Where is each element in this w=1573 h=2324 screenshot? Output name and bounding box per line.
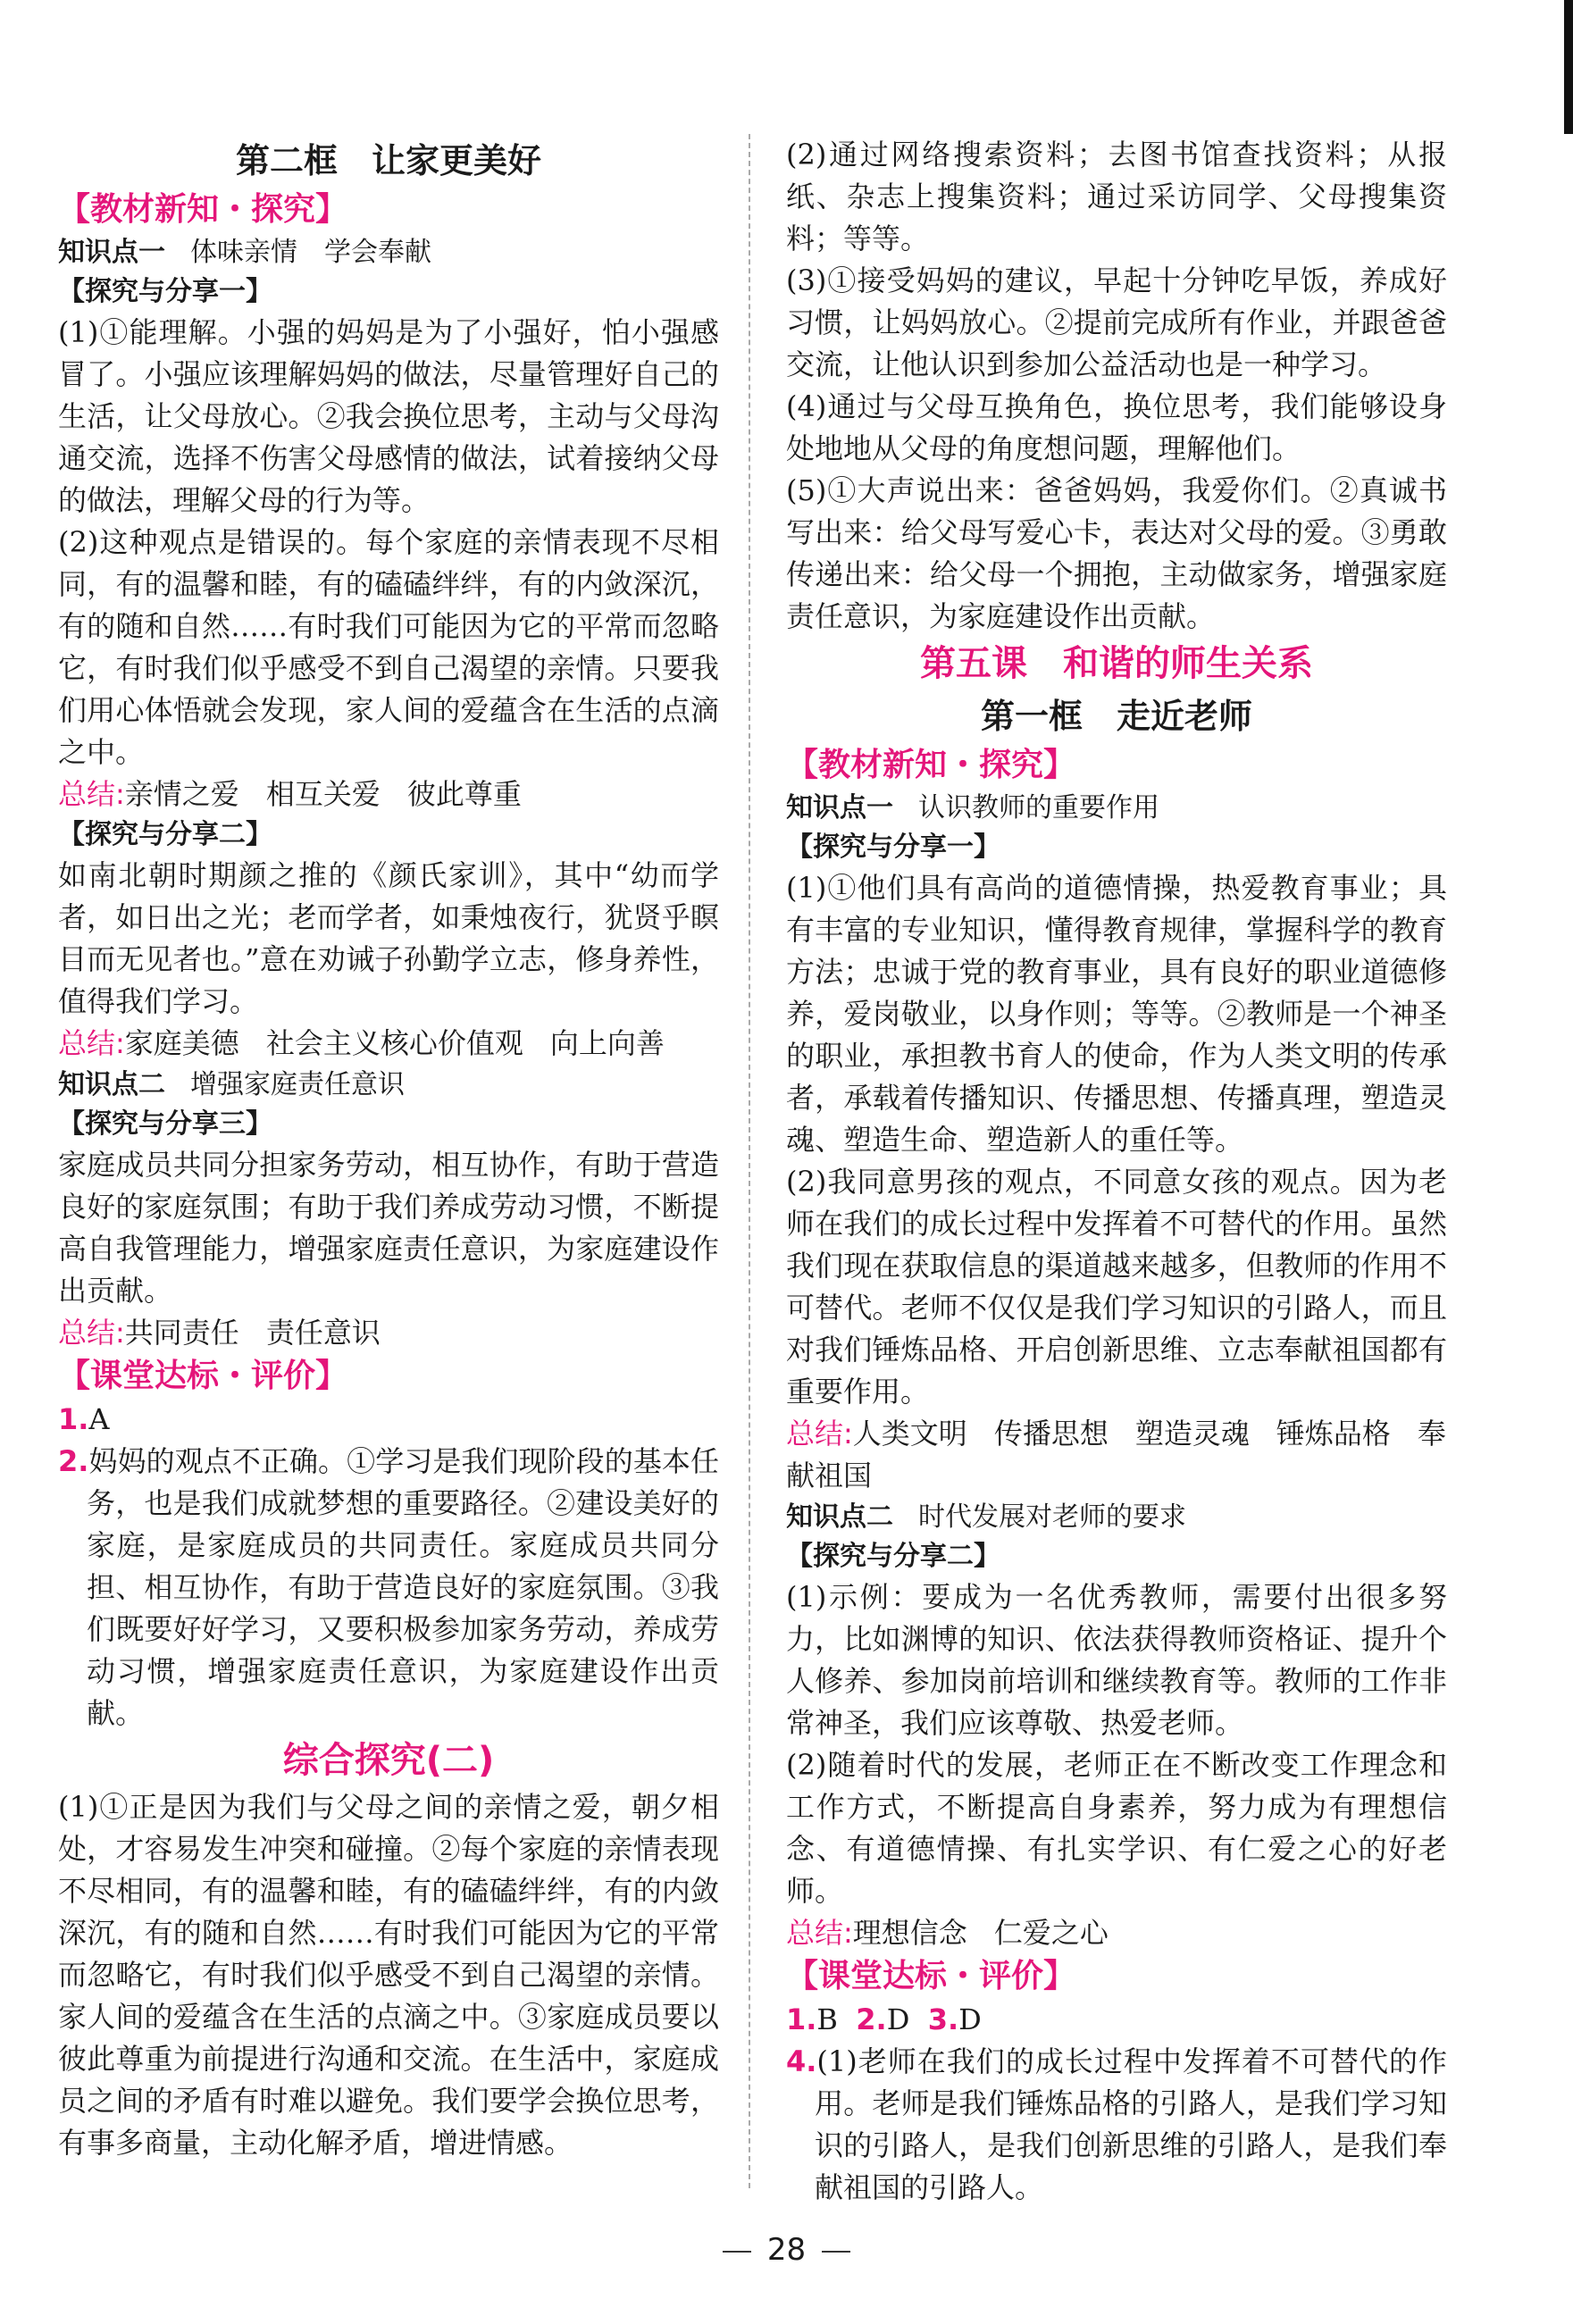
summary-keyword: 彼此尊重 <box>406 777 522 811</box>
answer-paragraph: (2)这种观点是错误的。每个家庭的亲情表现不尽相同，有的温馨和睦，有的磕磕绊绊，有的内敛深沉，有的随和自然……有时我们可能因为它的平常而忽略它，有时我们似乎感受不到自己渴望的亲情。只要我们用心体悟就会发现，家人间的爱蕴含在生活的点滴之中。 <box>58 525 719 769</box>
question-number: 1. <box>786 2002 817 2036</box>
answer-item <box>58 1399 719 1441</box>
page-number-text: 28 <box>766 2232 807 2268</box>
summary-keyword: 亲情之爱 <box>124 777 239 811</box>
answer-paragraph: (1)示例：要成为一名优秀教师，需要付出很多努力，比如渊博的知识、依法获得教师资格证、提升个人修养、参加岗前培训和继续教育等。教师的工作非常神圣，我们应该尊敬、热爱老师。 <box>786 1580 1447 1740</box>
right-column <box>786 134 1447 2209</box>
knowledge-point-title: 认识教师的重要作用 <box>918 792 1159 823</box>
summary-keyword: 塑造灵魂 <box>1134 1417 1250 1450</box>
summary-keyword: 传播思想 <box>993 1417 1109 1450</box>
summary-line <box>58 773 719 815</box>
page-edge-bar <box>1564 0 1573 134</box>
answer-paragraph: (3)①接受妈妈的建议，早起十分钟吃早饭，养成好习惯，让妈妈放心。②提前完成所有作业，并跟爸爸交流，让他认识到参加公益活动也是一种学习。 <box>786 263 1447 381</box>
summary-keyword: 共同责任 <box>124 1316 239 1350</box>
knowledge-point-heading <box>58 1065 719 1105</box>
knowledge-point-label: 知识点一 <box>58 237 165 268</box>
answer-paragraph: (1)①他们具有高尚的道德情操，热爱教育事业；具有丰富的专业知识，懂得教育规律，掌握科学的教育方法；忠诚于党的教育事业，具有良好的职业道德修养，爱岗敬业，以身作则；等等。②教师是一个神圣的职业，承担教书育人的使命，作为人类文明的传承者，承载着传播知识、传播思想、传播真理，塑造灵魂、塑造生命、塑造新人的重任等。 <box>786 871 1447 1157</box>
section-heading-class-assessment: 【课堂达标・评价】 <box>786 1958 1076 1994</box>
summary-keyword: 家庭美德 <box>124 1026 239 1060</box>
answer-item <box>786 1999 1447 2041</box>
summary-keyword: 仁爱之心 <box>993 1916 1109 1950</box>
summary-keyword: 锤炼品格 <box>1276 1417 1391 1450</box>
knowledge-point-label: 知识点二 <box>786 1501 893 1533</box>
summary-line <box>786 1413 1447 1497</box>
answer-paragraph: (2)随着时代的发展，老师正在不断改变工作理念和工作方式，不断提高自身素养，努力成为有理想信念、有道德情操、有扎实学识、有仁爱之心的好老师。 <box>786 1748 1447 1908</box>
question-number: 3. <box>927 2002 959 2036</box>
answer-paragraph: (2)我同意男孩的观点，不同意女孩的观点。因为老师在我们的成长过程中发挥着不可替代的作用。虽然我们现在获取信息的渠道越来越多，但教师的作用不可替代。老师不仅仅是我们学习知识的引路人，而且对我们锤炼品格、开启创新思维、立志奉献祖国都有重要作用。 <box>786 1165 1447 1409</box>
answer-paragraph: 家庭成员共同分担家务劳动，相互协作，有助于营造良好的家庭氛围；有助于我们养成劳动习惯，不断提高自我管理能力，增强家庭责任意识，为家庭建设作出贡献。 <box>58 1148 719 1308</box>
answer-paragraph: (1)①能理解。小强的妈妈是为了小强好，怕小强感冒了。小强应该理解妈妈的做法，尽量管理好自己的生活，让父母放心。②我会换位思考，主动与父母沟通交流，选择不伤害父母感情的做法，试着接纳父母的做法，理解父母的行为等。 <box>58 315 719 517</box>
lesson-title: 第五课 和谐的师生关系 <box>920 643 1313 684</box>
answer-paragraph: 如南北朝时期颜之推的《颜氏家训》，其中“幼而学者，如日出之光；老而学者，如秉烛夜行，犹贤乎瞑目而无见者也。”意在劝诫子孙勤学立志，修身养性，值得我们学习。 <box>58 858 719 1018</box>
knowledge-point-heading <box>786 1497 1447 1537</box>
summary-keyword: 奉献祖国 <box>786 1417 1446 1492</box>
summary-keyword: 社会主义核心价值观 <box>265 1026 523 1060</box>
section-heading-class-assessment: 【课堂达标・评价】 <box>58 1358 348 1394</box>
answer-paragraph: (2)通过网络搜索资料；去图书馆查找资料；从报纸、杂志上搜集资料；通过采访同学、父母搜集资料；等等。 <box>786 138 1447 255</box>
summary-label: 总结: <box>58 1026 125 1060</box>
question-number: 4. <box>786 2044 817 2078</box>
frame-title: 第二框 让家更美好 <box>235 141 541 180</box>
summary-line <box>58 1312 719 1354</box>
share-heading: 【探究与分享一】 <box>58 276 272 307</box>
page-number <box>0 2228 1573 2271</box>
knowledge-point-title: 体味亲情 学会奉献 <box>190 237 431 268</box>
share-heading: 【探究与分享一】 <box>786 832 1000 863</box>
frame-title: 第一框 走近老师 <box>980 697 1252 736</box>
answer-paragraph: (5)①大声说出来：爸爸妈妈，我爱你们。②真诚书写出来：给父母写爱心卡，表达对父母的爱。③勇敢传递出来：给父母一个拥抱，主动做家务，增强家庭责任意识，为家庭建设作出贡献。 <box>786 473 1447 633</box>
page-number-dash <box>723 2251 751 2253</box>
answer-text: (1)老师在我们的成长过程中发挥着不可替代的作用。老师是我们锤炼品格的引路人，是我们学习知识的引路人，是我们创新思维的引路人，是我们奉献祖国的引路人。 <box>815 2044 1447 2204</box>
question-number: 1. <box>58 1402 89 1436</box>
summary-keyword: 向上向善 <box>549 1026 665 1060</box>
answer-text: D <box>886 2002 910 2036</box>
section-heading-new-knowledge: 【教材新知・探究】 <box>786 747 1076 783</box>
summary-line <box>786 1912 1447 1954</box>
page-number-dash <box>822 2251 850 2253</box>
answer-paragraph: (4)通过与父母互换角色，换位思考，我们能够设身处地地从父母的角度想问题，理解他们。 <box>786 389 1447 465</box>
knowledge-point-heading <box>58 232 719 272</box>
summary-line <box>58 1023 719 1065</box>
share-heading: 【探究与分享二】 <box>786 1541 1000 1572</box>
section-heading-new-knowledge: 【教材新知・探究】 <box>58 191 348 228</box>
summary-keyword: 责任意识 <box>265 1316 381 1350</box>
answer-paragraph: (1)①正是因为我们与父母之间的亲情之爱，朝夕相处，才容易发生冲突和碰撞。②每个家庭的亲情表现不尽相同，有的温馨和睦，有的磕磕绊绊，有的内敛深沉，有的随和自然……有时我们可能因为它的平常而忽略它，有时我们似乎感受不到自己渴望的亲情。家人间的爱蕴含在生活的点滴之中。③家庭成员要以彼此尊重为前提进行沟通和交流。在生活中，家庭成员之间的矛盾有时难以避免。我们要学会换位思考，有事多商量，主动化解矛盾，增进情感。 <box>58 1790 719 2160</box>
summary-keyword: 相互关爱 <box>265 777 381 811</box>
question-number: 2. <box>58 1444 89 1478</box>
knowledge-point-title: 增强家庭责任意识 <box>190 1069 405 1100</box>
knowledge-point-label: 知识点一 <box>786 792 893 823</box>
share-heading: 【探究与分享二】 <box>58 819 272 850</box>
answer-text: A <box>88 1402 110 1436</box>
comprehensive-inquiry-title: 综合探究(二) <box>282 1740 495 1781</box>
column-divider <box>749 134 750 2188</box>
summary-keyword: 人类文明 <box>852 1417 967 1450</box>
knowledge-point-title: 时代发展对老师的要求 <box>918 1501 1186 1533</box>
knowledge-point-label: 知识点二 <box>58 1069 165 1100</box>
share-heading: 【探究与分享三】 <box>58 1108 272 1140</box>
summary-keyword: 理想信念 <box>852 1916 967 1950</box>
summary-label: 总结: <box>58 1316 125 1350</box>
left-column <box>58 134 719 2164</box>
answer-item <box>786 2041 1447 2209</box>
answer-text: 妈妈的观点不正确。①学习是我们现阶段的基本任务，也是我们成就梦想的重要路径。②建设美好的家庭，是家庭成员的共同责任。家庭成员共同分担、相互协作，有助于营造良好的家庭氛围。③我们既要好好学习，又要积极参加家务劳动，养成劳动习惯，增强家庭责任意识，为家庭建设作出贡献。 <box>87 1444 719 1730</box>
answer-item <box>58 1441 719 1735</box>
answer-text: B <box>816 2002 838 2036</box>
summary-label: 总结: <box>786 1916 853 1950</box>
summary-label: 总结: <box>58 777 125 811</box>
answer-text: D <box>958 2002 982 2036</box>
knowledge-point-heading <box>786 788 1447 828</box>
question-number: 2. <box>856 2002 887 2036</box>
summary-label: 总结: <box>786 1417 853 1450</box>
